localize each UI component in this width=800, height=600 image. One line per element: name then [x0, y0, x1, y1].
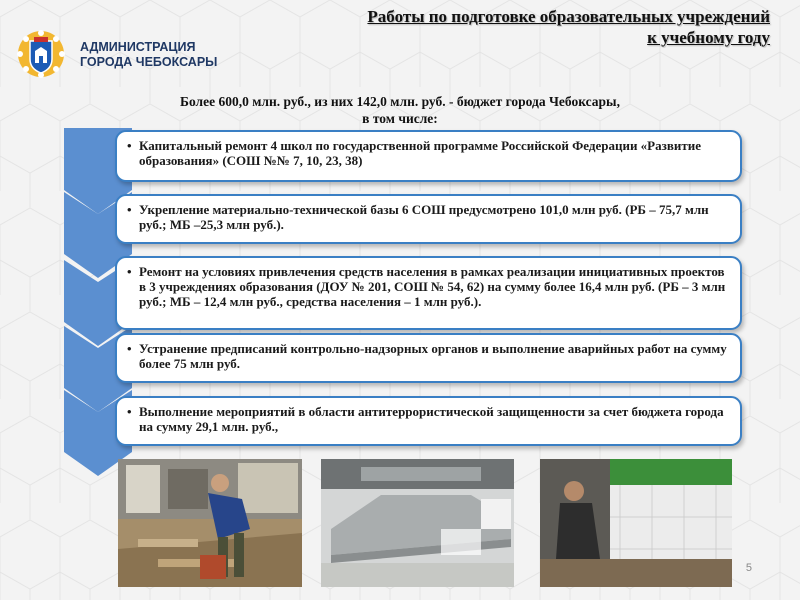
- tiling-work-photo: [540, 459, 732, 587]
- intro-line-1: Более 600,0 млн. руб., из них 142,0 млн. руб. - бюджет города Чебоксары,: [180, 94, 620, 109]
- administration-name: [80, 40, 217, 70]
- kitchen-exhaust-hood-photo: [321, 459, 514, 587]
- intro-text: [100, 93, 700, 127]
- admin-line-2: ГОРОДА ЧЕБОКСАРЫ: [80, 55, 218, 69]
- page-number: 5: [745, 562, 752, 574]
- page-title: [290, 6, 770, 48]
- list-item-text: • Устранение предписаний контрольно-надзорных органов и выполнение аварийных работ на сумму более 75 млн руб.: [127, 341, 730, 371]
- list-item-text: • Выполнение мероприятий в области антитеррористической защищенности за счет бюджета города на сумму 29,1 млн. руб.,: [127, 404, 730, 434]
- admin-line-1: АДМИНИСТРАЦИЯ: [80, 40, 196, 54]
- list-item: [115, 194, 742, 244]
- city-coat-of-arms-icon: [16, 29, 66, 79]
- list-item-text: • Укрепление материально-технической базы 6 СОШ предусмотрено 101,0 млн руб. (РБ – 75,7 млн руб.; МБ –25,3 млн руб.).: [127, 202, 730, 232]
- list-item-text: • Ремонт на условиях привлечения средств населения в рамках реализации инициативных проектов в 3 учреждениях образования (ДОУ № 201, СОШ № 54, 62) на сумму более 16,4 млн руб. (РБ – 3 млн руб.; МБ – 12,4 млн руб., средства населения – 1 млн руб.).: [127, 264, 730, 309]
- construction-worker-photo: [118, 459, 302, 587]
- list-item: [115, 396, 742, 446]
- intro-line-2: в том числе:: [362, 111, 438, 126]
- list-item: [115, 256, 742, 330]
- list-item-text: • Капитальный ремонт 4 школ по государственной программе Российской Федерации «Развитие образования» (СОШ №№ 7, 10, 23, 38): [127, 138, 730, 168]
- list-item: [115, 333, 742, 383]
- list-item: [115, 130, 742, 182]
- title-line-2: к учебному году: [647, 28, 770, 47]
- title-line-1: Работы по подготовке образовательных учреждений: [367, 7, 770, 26]
